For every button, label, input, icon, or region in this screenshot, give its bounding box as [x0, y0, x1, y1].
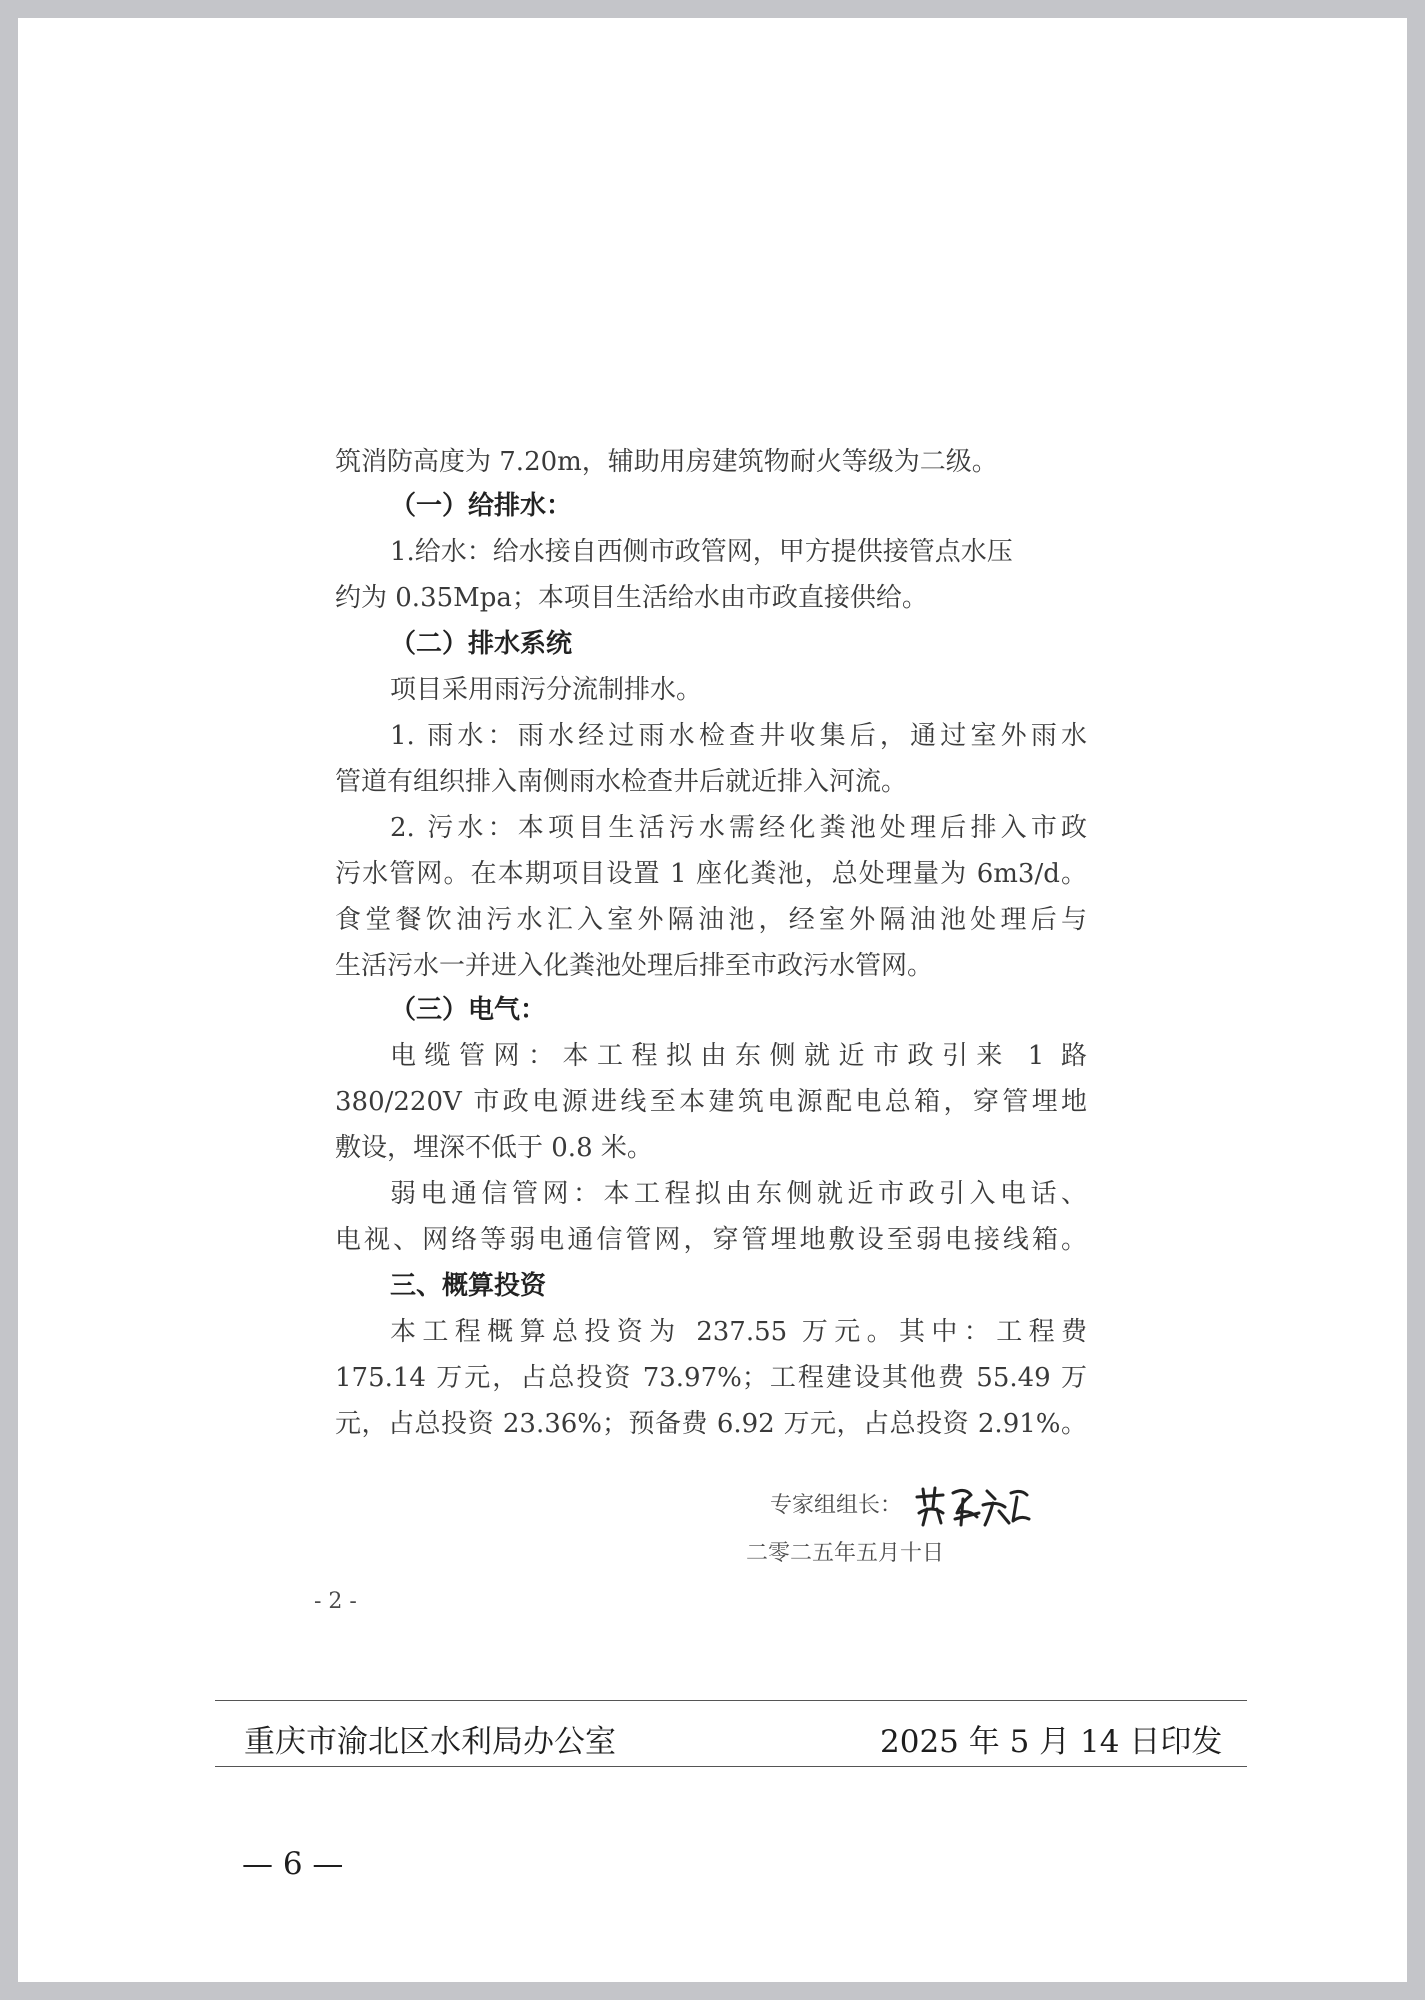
body-line: 管道有组织排入南侧雨水检查井后就近排入河流。 [335, 767, 908, 797]
document-page [18, 18, 1407, 1982]
signature-date: 二零二五年五月十日 [746, 1541, 945, 1566]
signature-label: 专家组组长： [770, 1493, 903, 1518]
body-line: 本工程概算总投资为 237.55 万元。其中：工程费 [390, 1317, 1087, 1347]
body-line: 电缆管网：本工程拟由东侧就近市政引来 1 路 [390, 1041, 1087, 1071]
body-line: 污水管网。在本期项目设置 1 座化粪池，总处理量为 6m3/d。 [335, 859, 1087, 889]
footer-issuer: 重庆市渝北区水利局办公室 [244, 1724, 616, 1760]
section-heading: （二）排水系统 [390, 629, 573, 659]
body-line: 元，占总投资 23.36%；预备费 6.92 万元，占总投资 2.91%。 [335, 1409, 1087, 1439]
footer-top-rule [215, 1700, 1247, 1701]
body-line: 敷设，埋深不低于 0.8 米。 [335, 1133, 653, 1163]
section-heading: 三、概算投资 [390, 1271, 547, 1301]
section-heading: （一）给排水： [390, 491, 573, 521]
inner-page-number: - 2 - [314, 1589, 357, 1614]
body-line: 食堂餐饮油污水汇入室外隔油池，经室外隔油池处理后与 [335, 905, 1087, 935]
body-line: 1. 雨水：雨水经过雨水检查井收集后，通过室外雨水 [390, 721, 1087, 751]
body-line: 筑消防高度为 7.20m，辅助用房建筑物耐火等级为二级。 [335, 447, 998, 477]
body-line: 2. 污水：本项目生活污水需经化粪池处理后排入市政 [390, 813, 1087, 843]
body-line: 约为 0.35Mpa；本项目生活给水由市政直接供给。 [335, 583, 928, 613]
body-line: 1.给水：给水接自西侧市政管网，甲方提供接管点水压 [390, 537, 1013, 567]
body-line: 生活污水一并进入化粪池处理后排至市政污水管网。 [335, 951, 934, 981]
body-line: 175.14 万元，占总投资 73.97%；工程建设其他费 55.49 万 [335, 1363, 1087, 1393]
page-number: — 6 — [242, 1846, 344, 1882]
handwritten-signature [913, 1483, 1033, 1529]
body-line: 电视、网络等弱电通信管网，穿管埋地敷设至弱电接线箱。 [335, 1225, 1087, 1255]
body-line: 项目采用雨污分流制排水。 [390, 675, 703, 705]
footer-bottom-rule [215, 1766, 1247, 1767]
footer-print-date: 2025 年 5 月 14 日印发 [880, 1724, 1223, 1760]
body-line: 弱电通信管网：本工程拟由东侧就近市政引入电话、 [390, 1179, 1087, 1209]
section-heading: （三）电气： [390, 995, 547, 1025]
body-line: 380/220V 市政电源进线至本建筑电源配电总箱，穿管埋地 [335, 1087, 1087, 1117]
